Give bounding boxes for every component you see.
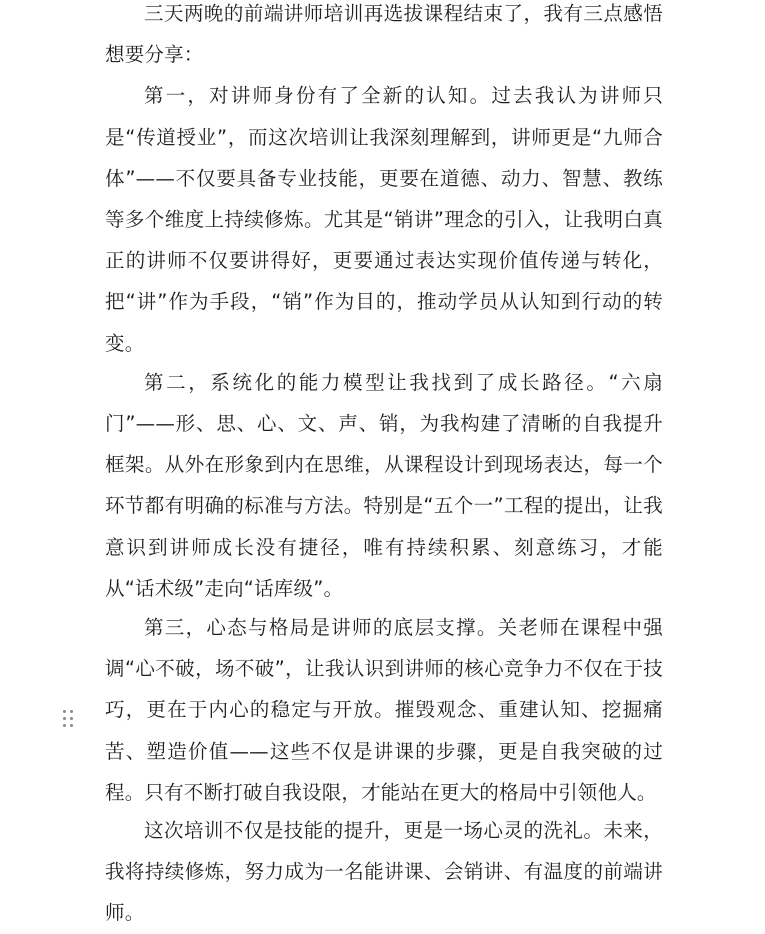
paragraph-intro[interactable]: 三天两晚的前端讲师培训再选拔课程结束了，我有三点感悟想要分享：: [105, 2, 663, 67]
drag-dot: [63, 710, 66, 713]
drag-dot: [70, 724, 73, 727]
drag-dot: [70, 710, 73, 713]
drag-dot: [70, 717, 73, 720]
drag-dot: [63, 717, 66, 720]
paragraph-conclusion[interactable]: 这次培训不仅是技能的提升，更是一场心灵的洗礼。未来，我将持续修炼，努力成为一名能讲课、会销讲、有温度的前端讲师。: [105, 819, 663, 925]
paragraph-third-point[interactable]: 第三，心态与格局是讲师的底层支撑。关老师在课程中强调“心不破，场不破”，让我认识到讲师的核心竞争力不仅在于技巧，更在于内心的稳定与开放。摧毁观念、重建认知、挖掘痛苦、塑造价值——这些不仅是讲课的步骤，更是自我突破的过程。只有不断打破自我设限，才能站在更大的格局中引领他人。: [105, 616, 663, 804]
document-body[interactable]: [105, 0, 663, 934]
drag-handle-icon[interactable]: [63, 710, 75, 728]
paragraph-first-point[interactable]: 第一，对讲师身份有了全新的认知。过去我认为讲师只是“传道授业”，而这次培训让我深刻理解到，讲师更是“九师合体”——不仅要具备专业技能，更要在道德、动力、智慧、教练等多个维度上持续修炼。尤其是“销讲”理念的引入，让我明白真正的讲师不仅要讲得好，更要通过表达实现价值传递与转化，把“讲”作为手段，“销”作为目的，推动学员从认知到行动的转变。: [105, 84, 663, 355]
drag-dot: [63, 724, 66, 727]
paragraph-second-point[interactable]: 第二，系统化的能力模型让我找到了成长路径。“六扇门”——形、思、心、文、声、销，为我构建了清晰的自我提升框架。从外在形象到内在思维，从课程设计到现场表达，每一个环节都有明确的标准与方法。特别是“五个一”工程的提出，让我意识到讲师成长没有捷径，唯有持续积累、刻意练习，才能从“话术级”走向“话库级”。: [105, 370, 663, 600]
